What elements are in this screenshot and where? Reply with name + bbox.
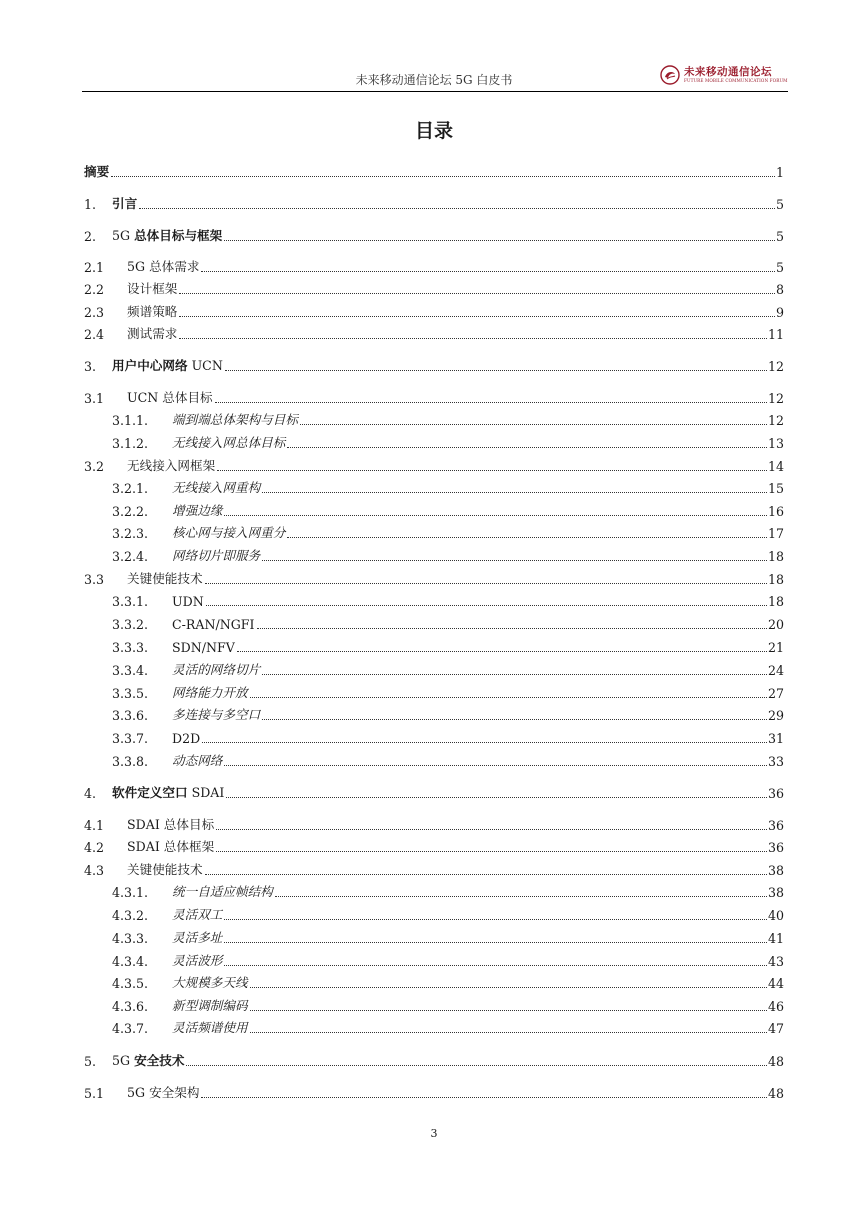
toc-entry-title (172, 682, 248, 701)
toc-entry-title (127, 568, 203, 587)
toc-entry-title-text: UDN (172, 594, 204, 609)
toc-entry-title (112, 355, 223, 374)
toc-entry-title (172, 594, 204, 609)
toc-entry[interactable] (84, 386, 784, 406)
toc-entry-title-text: 网络能力开放 (172, 685, 248, 700)
forum-logo (660, 64, 787, 86)
toc-leader-dots (250, 687, 767, 698)
toc-entry-page: 41 (767, 931, 784, 946)
toc-entry-number: 4.3.7. (112, 1021, 149, 1036)
toc-entry-page: 18 (767, 572, 784, 587)
toc-entry-title (172, 409, 298, 428)
toc-entry-page: 14 (767, 459, 784, 474)
toc-entry-title (127, 814, 214, 833)
toc-entry[interactable] (84, 612, 784, 632)
toc-entry-number: 3.3.1. (112, 594, 149, 609)
toc-entry-title-text: 总体目标与框架 (134, 228, 223, 243)
toc-entry[interactable] (84, 835, 784, 855)
toc-entry-title (172, 500, 222, 519)
toc-entry[interactable] (84, 949, 784, 969)
toc-leader-dots (224, 909, 767, 920)
toc-entry-page: 31 (767, 731, 784, 746)
toc-entry[interactable] (84, 903, 784, 923)
toc-entry[interactable] (84, 994, 784, 1014)
toc-entry-title-text: 软件定义空口 (112, 785, 188, 800)
toc-leader-dots (262, 709, 767, 720)
toc-entry-title-text: 网络切片即服务 (172, 548, 261, 563)
toc-leader-dots (215, 392, 767, 403)
toc-entry-title-text: 引言 (112, 196, 138, 211)
toc-entry-title-text: 关键使能技术 (127, 571, 203, 586)
toc-entry-page: 9 (775, 305, 784, 320)
toc-entry-page: 48 (767, 1054, 784, 1069)
toc-entry-title (172, 704, 260, 723)
toc-entry[interactable] (84, 476, 784, 496)
toc-entry[interactable] (84, 726, 784, 746)
toc-entry-number: 4.3.3. (112, 931, 149, 946)
toc-entry-title (127, 455, 215, 474)
toc-entry-title (172, 881, 273, 900)
toc-leader-dots (224, 230, 775, 241)
toc-entry-page: 24 (767, 663, 784, 678)
toc-entry-number: 3.3.2. (112, 617, 149, 632)
toc-entry-page: 16 (767, 504, 784, 519)
toc-entry-title (172, 950, 222, 969)
toc-entry-number: 4.3 (84, 863, 105, 878)
toc-entry[interactable] (84, 567, 784, 587)
toc-leader-dots (300, 414, 767, 425)
toc-leader-dots (262, 664, 767, 675)
toc-entry-page: 5 (775, 229, 784, 244)
toc-entry-title (112, 193, 137, 212)
toc-entry-number: 4.1 (84, 818, 105, 833)
toc-leader-dots (262, 482, 767, 493)
toc-entry[interactable] (84, 813, 784, 833)
logo-chinese-name: 未来移动通信论坛 (684, 65, 772, 78)
page-number: 3 (430, 1127, 438, 1140)
toc-entry-title (172, 617, 255, 632)
toc-entry[interactable] (84, 160, 784, 180)
toc-entry[interactable] (84, 499, 784, 519)
toc-entry[interactable] (84, 971, 784, 991)
toc-entry-number: 3.3.6. (112, 708, 149, 723)
toc-entry-title-text: 增强边缘 (172, 503, 223, 518)
toc-entry-title (172, 904, 222, 923)
toc-leader-dots (201, 261, 775, 272)
toc-entry[interactable] (84, 454, 784, 474)
toc-entry-page: 5 (775, 197, 784, 212)
toc-entry-title-suffix: UCN (187, 358, 223, 373)
toc-entry-page: 38 (767, 885, 784, 900)
toc-entry-title-text: 安全技术 (134, 1053, 185, 1068)
toc-entry[interactable] (84, 354, 784, 374)
toc-entry-number: 3.2.4. (112, 549, 149, 564)
toc-entry-page: 36 (767, 786, 784, 801)
toc-leader-dots (186, 1055, 767, 1066)
toc-leader-dots (225, 360, 767, 371)
toc-leader-dots (111, 166, 775, 177)
toc-leader-dots (224, 955, 767, 966)
toc-entry-page: 12 (767, 359, 784, 374)
toc-entry-title (112, 782, 224, 801)
toc-leader-dots (224, 505, 767, 516)
toc-entry-page: 47 (767, 1021, 784, 1036)
toc-entry[interactable] (84, 781, 784, 801)
toc-entry-title-text: 大规模多天线 (172, 975, 248, 990)
toc-entry[interactable] (84, 681, 784, 701)
toc-entry[interactable] (84, 749, 784, 769)
toc-entry-page: 36 (767, 840, 784, 855)
toc-entry-title-suffix: SDAI (187, 785, 225, 800)
toc-entry-title (127, 836, 214, 855)
toc-leader-dots (287, 527, 767, 538)
toc-entry[interactable] (84, 1016, 784, 1036)
toc-entry-title-text: 设计框架 (127, 281, 178, 296)
toc-leader-dots (250, 977, 767, 988)
forum-emblem-icon (660, 65, 680, 85)
toc-entry-number: 3.2 (84, 459, 105, 474)
toc-entry-number: 2.2 (84, 282, 105, 297)
toc-entry[interactable] (84, 544, 784, 564)
toc-entry-title-text: 无线接入网总体目标 (172, 435, 286, 450)
toc-leader-dots (287, 437, 767, 448)
toc-entry-title (172, 659, 260, 678)
toc-entry-title (172, 927, 222, 946)
toc-leader-dots (217, 460, 767, 471)
toc-entry-number: 2.1 (84, 260, 105, 275)
toc-entry-title-text: 频谱策略 (127, 304, 178, 319)
toc-leader-dots (201, 1087, 767, 1098)
toc-entry-page: 27 (767, 686, 784, 701)
toc-entry[interactable] (84, 408, 784, 428)
toc-entry-page: 13 (767, 436, 784, 451)
toc-entry[interactable] (84, 300, 784, 320)
toc-entry-title (172, 1017, 248, 1036)
toc-entry-title (172, 545, 260, 564)
toc-entry-page: 33 (767, 754, 784, 769)
toc-leader-dots (179, 328, 767, 339)
toc-entry-title (127, 301, 177, 320)
toc-entry-page: 44 (767, 976, 784, 991)
toc-entry-page: 20 (767, 617, 784, 632)
toc-entry[interactable] (84, 192, 784, 212)
toc-entry-title-text: 5G 安全架构 (127, 1085, 200, 1100)
header-divider (82, 91, 788, 92)
toc-entry-title (172, 640, 235, 655)
toc-entry-number: 4. (84, 786, 97, 801)
toc-entry[interactable] (84, 703, 784, 723)
toc-entry-title-text: 端到端总体架构与目标 (172, 412, 298, 427)
toc-entry-title-text: 灵活的网络切片 (172, 662, 261, 677)
toc-entry-page: 29 (767, 708, 784, 723)
toc-entry-title-text: C-RAN/NGFI (172, 617, 255, 632)
toc-leader-dots (216, 841, 767, 852)
toc-entry-number: 5.1 (84, 1086, 105, 1101)
toc-entry[interactable] (84, 322, 784, 342)
toc-entry-title-text: 统一自适应帧结构 (172, 884, 273, 899)
toc-entry-title-text: 测试需求 (127, 326, 178, 341)
toc-entry-title (127, 278, 177, 297)
toc-entry-page: 8 (775, 282, 784, 297)
toc-entry-number: 3.3.5. (112, 686, 149, 701)
toc-entry[interactable] (84, 521, 784, 541)
toc-entry[interactable] (84, 926, 784, 946)
toc-entry-title (127, 323, 177, 342)
toc-entry[interactable] (84, 255, 784, 275)
toc-leader-dots (202, 732, 767, 743)
toc-entry-title-text: 摘要 (84, 164, 110, 179)
toc-leader-dots (250, 1000, 767, 1011)
toc-entry-title-text: 灵活波形 (172, 953, 223, 968)
toc-entry[interactable] (84, 277, 784, 297)
toc-entry-page: 12 (767, 391, 784, 406)
toc-leader-dots (226, 787, 767, 798)
toc-entry-title (172, 995, 248, 1014)
toc-entry-number: 2.3 (84, 305, 105, 320)
toc-leader-dots (179, 283, 775, 294)
toc-entry-title-text: 灵活多址 (172, 930, 223, 945)
toc-leader-dots (216, 819, 767, 830)
toc-entry-number: 3.2.2. (112, 504, 149, 519)
toc-entry-page: 40 (767, 908, 784, 923)
toc-entry-title (127, 1082, 199, 1101)
toc-entry-title-text: 用户中心网络 (112, 358, 188, 373)
toc-entry[interactable] (84, 658, 784, 678)
toc-leader-dots (250, 1022, 767, 1033)
toc-entry-page: 36 (767, 818, 784, 833)
toc-entry[interactable] (84, 431, 784, 451)
toc-leader-dots (224, 755, 767, 766)
toc-entry[interactable] (84, 1049, 784, 1069)
toc-entry-title-text: 核心网与接入网重分 (172, 525, 286, 540)
toc-leader-dots (139, 198, 775, 209)
running-header: 未来移动通信论坛 5G 白皮书 (355, 73, 513, 87)
toc-entry-title-text: 多连接与多空口 (172, 707, 261, 722)
toc-entry-title-text: 关键使能技术 (127, 862, 203, 877)
toc-entry-page: 17 (767, 526, 784, 541)
toc-entry-title (172, 522, 285, 541)
toc-entry-page: 18 (767, 549, 784, 564)
toc-entry-number: 3.1 (84, 391, 105, 406)
toc-entry-number: 3.2.3. (112, 526, 149, 541)
toc-entry-title-text: 动态网络 (172, 753, 223, 768)
toc-entry-number: 3.1.1. (112, 413, 149, 428)
toc-entry-number: 4.3.4. (112, 954, 149, 969)
toc-entry-title (172, 731, 200, 746)
toc-entry-title-text: UCN 总体目标 (127, 390, 213, 405)
toc-leader-dots (179, 306, 775, 317)
toc-entry[interactable] (84, 880, 784, 900)
toc-entry-page: 5 (775, 260, 784, 275)
toc-leader-dots (237, 641, 767, 652)
toc-entry-title (112, 1050, 184, 1069)
toc-entry-number: 1. (84, 197, 97, 212)
toc-entry-page: 1 (775, 165, 784, 180)
toc-entry-title-text: D2D (172, 731, 201, 746)
toc-entry-number: 3. (84, 359, 97, 374)
toc-entry-number: 3.2.1. (112, 481, 149, 496)
toc-entry[interactable] (84, 635, 784, 655)
toc-entry-number: 4.2 (84, 840, 105, 855)
toc-entry-title-text: 5G 总体需求 (127, 259, 200, 274)
toc-entry-number: 4.3.5. (112, 976, 149, 991)
toc-entry-page: 48 (767, 1086, 784, 1101)
toc-entry-number: 3.3.7. (112, 731, 149, 746)
toc-leader-dots (262, 550, 767, 561)
toc-entry-page: 12 (767, 413, 784, 428)
toc-entry-title (127, 859, 203, 878)
toc-entry-title (172, 750, 222, 769)
toc-entry-number: 5. (84, 1054, 97, 1069)
toc-entry-page: 18 (767, 594, 784, 609)
toc-entry-title (127, 256, 199, 275)
toc-entry-number: 4.3.1. (112, 885, 149, 900)
toc-entry-number: 3.3.3. (112, 640, 149, 655)
toc-entry-number: 3.3 (84, 572, 105, 587)
toc-entry-title-text: SDN/NFV (172, 640, 235, 655)
toc-entry-title (172, 477, 260, 496)
toc-entry-title-text: 灵活频谱使用 (172, 1020, 248, 1035)
toc-entry-title-text: 灵活双工 (172, 907, 223, 922)
toc-leader-dots (205, 573, 767, 584)
toc-leader-dots (257, 618, 767, 629)
toc-entry-page: 11 (767, 327, 784, 342)
toc-entry-title-text: 新型调制编码 (172, 998, 248, 1013)
toc-entry-page: 15 (767, 481, 784, 496)
toc-entry-page: 46 (767, 999, 784, 1014)
toc-leader-dots (205, 864, 767, 875)
toc-entry-title-text: 无线接入网框架 (127, 458, 216, 473)
toc-entry[interactable] (84, 224, 784, 244)
toc-entry-page: 21 (767, 640, 784, 655)
toc-entry-page: 38 (767, 863, 784, 878)
toc-entry[interactable] (84, 589, 784, 609)
toc-entry-title (172, 972, 248, 991)
toc-entry-page: 43 (767, 954, 784, 969)
toc-entry[interactable] (84, 858, 784, 878)
toc-leader-dots (206, 595, 767, 606)
logo-english-name: FUTURE MOBILE COMMUNICATION FORUM (684, 78, 788, 84)
toc-entry-number: 2.4 (84, 327, 105, 342)
toc-entry-title-prefix: 5G (112, 228, 135, 243)
toc-entry-title-text: SDAI 总体框架 (127, 839, 215, 854)
toc-title: 目录 (414, 120, 453, 142)
toc-leader-dots (224, 932, 767, 943)
toc-entry-title (172, 432, 285, 451)
toc-entry-title-text: 无线接入网重构 (172, 480, 261, 495)
toc-entry-number: 2. (84, 229, 97, 244)
toc-entry[interactable] (84, 1081, 784, 1101)
toc-entry-number: 3.1.2. (112, 436, 149, 451)
toc-entry-number: 4.3.2. (112, 908, 149, 923)
toc-entry-title (112, 225, 222, 244)
toc-entry-title-prefix: 5G (112, 1053, 135, 1068)
toc-entry-number: 4.3.6. (112, 999, 149, 1014)
toc-entry-title (127, 387, 213, 406)
toc-leader-dots (275, 886, 767, 897)
toc-entry-title (84, 161, 109, 180)
toc-entry-number: 3.3.8. (112, 754, 149, 769)
toc-entry-title-text: SDAI 总体目标 (127, 817, 215, 832)
toc-entry-number: 3.3.4. (112, 663, 149, 678)
